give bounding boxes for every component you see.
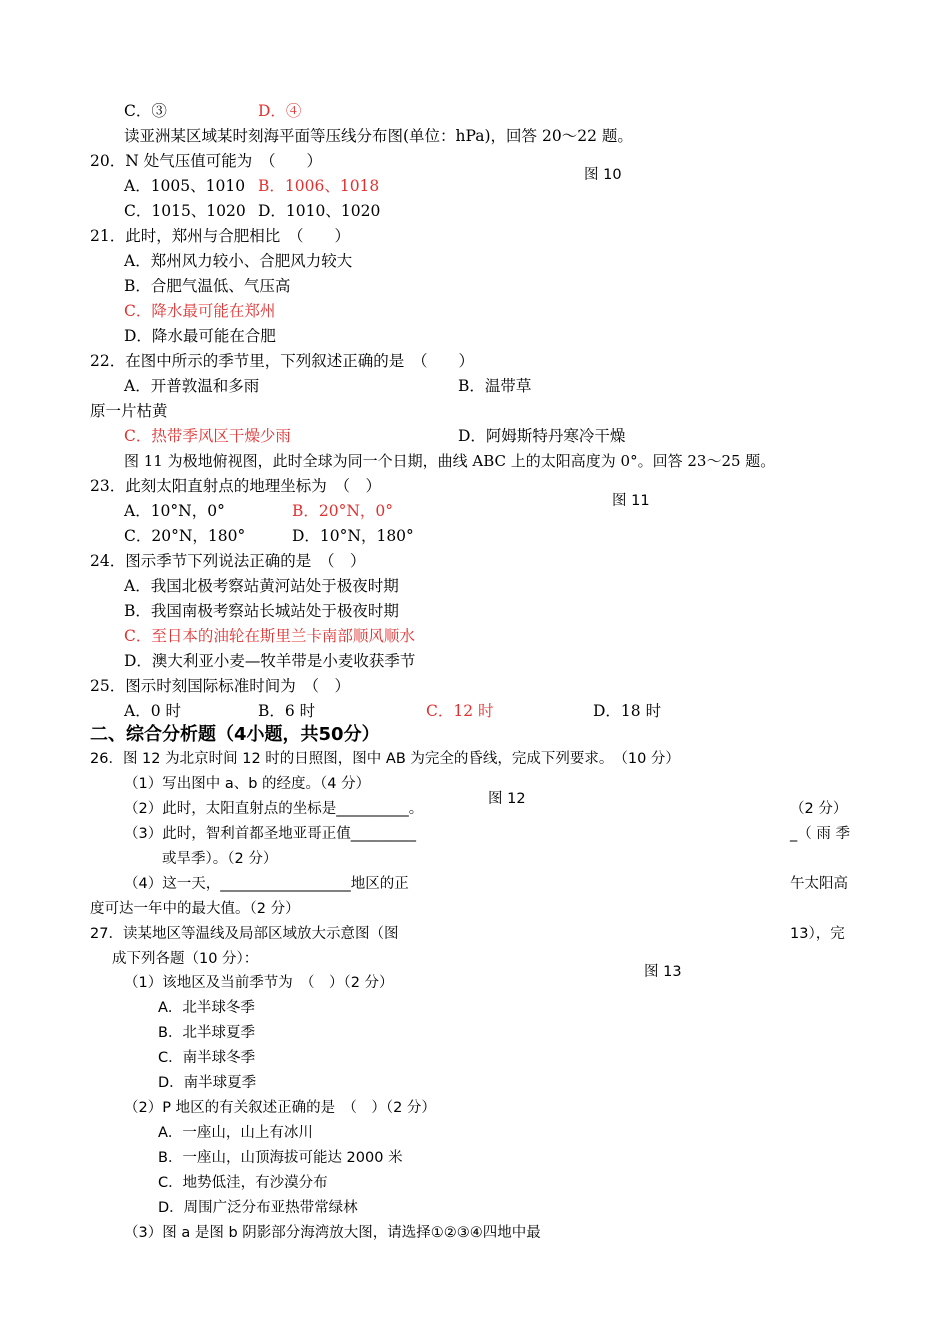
q23-option-c: C．20°N，180° (124, 527, 246, 545)
q23-option-a: A．10°N，0° (124, 502, 225, 520)
q26-part-4-right: 午太阳高 (790, 876, 848, 892)
figure-10-caption: 图 10 (584, 167, 622, 183)
q22-option-b: B．温带草 (458, 377, 532, 395)
q27-part-2: （2）P 地区的有关叙述正确的是 （ ）（2 分） (124, 1100, 436, 1116)
question-24: 24．图示季节下列说法正确的是 （ ） (90, 552, 366, 570)
question-25: 25．图示时刻国际标准时间为 （ ） (90, 677, 350, 695)
q20-option-d: D．1010、1020 (258, 202, 381, 220)
q21-option-b: B．合肥气温低、气压高 (124, 277, 291, 295)
q21-option-a: A．郑州风力较小、合肥风力较大 (124, 252, 353, 270)
q22-option-d: D．阿姆斯特丹寒冷干燥 (458, 427, 626, 445)
question-27: 27．读某地区等温线及局部区域放大示意图（图 (90, 926, 399, 942)
q22-option-a: A．开普敦温和多雨 (124, 377, 260, 395)
q20-option-b-answer: B．1006、1018 (258, 177, 380, 195)
question-21: 21．此时，郑州与合肥相比 （ ） (90, 227, 350, 245)
q27-1-option-c: C．南半球冬季 (158, 1050, 256, 1066)
q27-1-option-a: A．北半球冬季 (158, 1000, 255, 1016)
figure-11-caption: 图 11 (612, 493, 650, 509)
q21-option-c-answer: C．降水最可能在郑州 (124, 302, 276, 320)
q25-option-d: D．18 时 (593, 702, 662, 720)
intro-23-25: 图 11 为极地俯视图，此时全球为同一个日期，曲线 ABC 上的太阳高度为 0°。回答 23～25 题。 (124, 452, 776, 470)
q23-option-b-answer: B．20°N，0° (292, 502, 394, 520)
q25-option-b: B．6 时 (258, 702, 316, 720)
q27-2-option-a: A．一座山，山上有冰川 (158, 1125, 313, 1141)
question-27-cont: 成下列各题（10 分）： (112, 951, 259, 967)
q24-option-d: D．澳大利亚小麦—牧羊带是小麦收获季节 (124, 652, 416, 670)
question-22: 22．在图中所示的季节里，下列叙述正确的是 （ ） (90, 352, 474, 370)
question-26: 26．图 12 为北京时间 12 时的日照图，图中 AB 为完全的昏线，完成下列要求。 （10 分） (90, 751, 680, 767)
q26-part-4-cont: 度可达一年中的最大值。（2 分） (90, 901, 300, 917)
figure-12-caption: 图 12 (488, 791, 526, 807)
q20-option-c: C．1015、1020 (124, 202, 246, 220)
question-27-right: 13），完 (790, 926, 845, 942)
q26-part-1: （1）写出图中 a、b 的经度。（4 分） (124, 776, 371, 792)
q27-2-option-d: D．周围广泛分布亚热带常绿林 (158, 1200, 358, 1216)
q27-part-3: （3）图 a 是图 b 阴影部分海湾放大图，请选择①②③④四地中最 (124, 1225, 541, 1241)
option-c: C．③ (124, 102, 167, 120)
q26-part-3-cont: 或旱季）。（2 分） (162, 851, 278, 867)
figure-13-caption: 图 13 (644, 964, 682, 980)
question-23: 23．此刻太阳直射点的地理坐标为 （ ） (90, 477, 381, 495)
q24-option-c-answer: C．至日本的油轮在斯里兰卡南部顺风顺水 (124, 627, 415, 645)
intro-20-22: 读亚洲某区域某时刻海平面等压线分布图(单位：hPa)，回答 20～22 题。 (124, 127, 633, 145)
q27-part-1: （1）该地区及当前季节为 （ ）（2 分） (124, 975, 394, 991)
q26-part-3: （3）此时，智利首都圣地亚哥正值_________ (124, 826, 416, 842)
q24-option-b: B．我国南极考察站长城站处于极夜时期 (124, 602, 399, 620)
question-20: 20．N 处气压值可能为 （ ） (90, 152, 322, 170)
q21-option-d: D．降水最可能在合肥 (124, 327, 276, 345)
q26-part-3-right: _（ 雨 季 (790, 826, 850, 842)
q27-2-option-c: C．地势低洼，有沙漠分布 (158, 1175, 328, 1191)
q26-part-2: （2）此时，太阳直射点的坐标是__________。 (124, 801, 424, 817)
q27-2-option-b: B．一座山，山顶海拔可能达 2000 米 (158, 1150, 403, 1166)
option-d-answer: D．④ (258, 102, 302, 120)
q24-option-a: A．我国北极考察站黄河站处于极夜时期 (124, 577, 399, 595)
q20-option-a: A．1005、1010 (124, 177, 246, 195)
q23-option-d: D．10°N，180° (292, 527, 414, 545)
q27-1-option-d: D．南半球夏季 (158, 1075, 257, 1091)
q25-option-a: A．0 时 (124, 702, 181, 720)
q27-1-option-b: B．北半球夏季 (158, 1025, 255, 1041)
q25-option-c-answer: C．12 时 (426, 702, 494, 720)
section-2-heading: 二、综合分析题（4小题，共50分） (90, 724, 380, 745)
q22-option-c-answer: C．热带季风区干燥少雨 (124, 427, 291, 445)
q22-option-b-cont: 原一片枯黄 (90, 402, 168, 420)
q26-part-4: （4）这一天，__________________地区的正 (124, 876, 409, 892)
q26-part-2-score: （2 分） (790, 801, 848, 817)
